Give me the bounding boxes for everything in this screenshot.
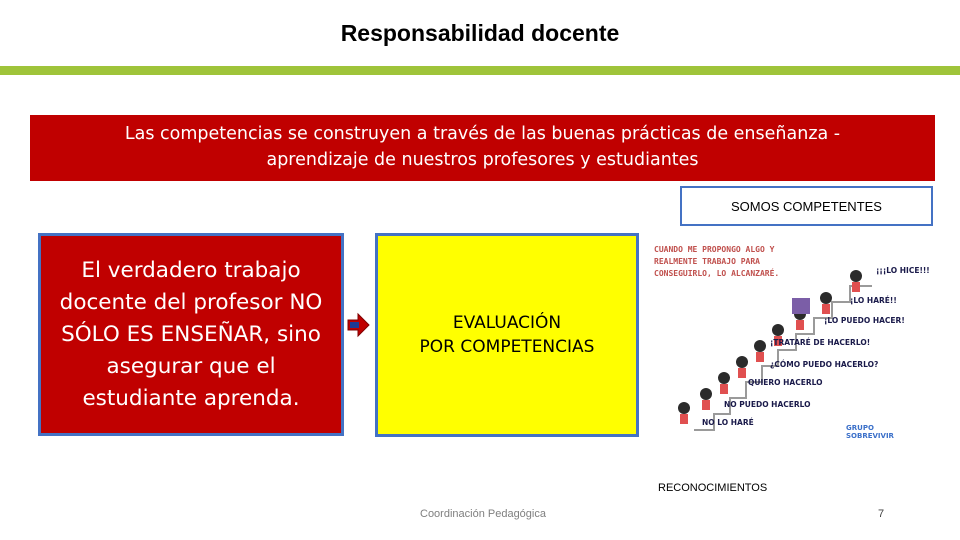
page-number: 7 bbox=[878, 508, 885, 520]
illustration-quote bbox=[654, 244, 804, 280]
evaluacion-box bbox=[375, 233, 639, 437]
right-arrow-icon bbox=[344, 312, 372, 338]
step-label-7: ¡LO HARÉ!! bbox=[850, 296, 897, 305]
somos-competentes-box bbox=[680, 186, 933, 226]
left-box-line-4: asegurar que el bbox=[106, 353, 276, 379]
step-label-2: NO PUEDO HACERLO bbox=[724, 400, 811, 409]
banner-line-2: aprendizaje de nuestros profesores y estudiantes bbox=[266, 150, 699, 170]
mafalda-staircase-illustration bbox=[650, 238, 930, 440]
title-divider bbox=[0, 66, 960, 75]
step-label-8: ¡¡¡LO HICE!!! bbox=[876, 266, 930, 275]
step-label-1: NO LO HARÉ bbox=[702, 418, 754, 427]
eval-line-2: POR COMPETENCIAS bbox=[419, 337, 595, 357]
banner-line-1: Las competencias se construyen a través de las buenas prácticas de enseñanza - bbox=[124, 124, 841, 144]
competencias-banner bbox=[30, 115, 935, 181]
step-label-5: ¡TRATARÉ DE HACERLO! bbox=[770, 338, 871, 347]
trabajo-docente-box bbox=[38, 233, 344, 436]
left-box-line-2: docente del profesor NO bbox=[59, 289, 323, 315]
quote-line-2: REALMENTE TRABAJO PARA bbox=[654, 257, 760, 266]
reconocimientos-label: RECONOCIMIENTOS bbox=[658, 482, 768, 494]
left-box-line-3: SÓLO ES ENSEÑAR, sino bbox=[61, 321, 321, 347]
quote-line-3: CONSEGUIRLO, LO ALCANZARÉ. bbox=[654, 269, 780, 278]
step-label-6: ¡LO PUEDO HACER! bbox=[824, 316, 905, 325]
footer-text: Coordinación Pedagógica bbox=[420, 508, 546, 520]
step-label-3: QUIERO HACERLO bbox=[748, 378, 823, 387]
somos-label: SOMOS COMPETENTES bbox=[731, 198, 882, 214]
quote-line-1: CUANDO ME PROPONGO ALGO Y bbox=[654, 245, 775, 254]
slide-title: Responsabilidad docente bbox=[340, 20, 620, 46]
step-label-4: ¿CÓMO PUEDO HACERLO? bbox=[770, 360, 879, 369]
illustration-credit: GRUPO SOBREVIVIR bbox=[846, 424, 894, 440]
eval-line-1: EVALUACIÓN bbox=[452, 313, 562, 333]
left-box-line-5: estudiante aprenda. bbox=[82, 385, 300, 411]
left-box-line-1: El verdadero trabajo bbox=[81, 257, 301, 283]
